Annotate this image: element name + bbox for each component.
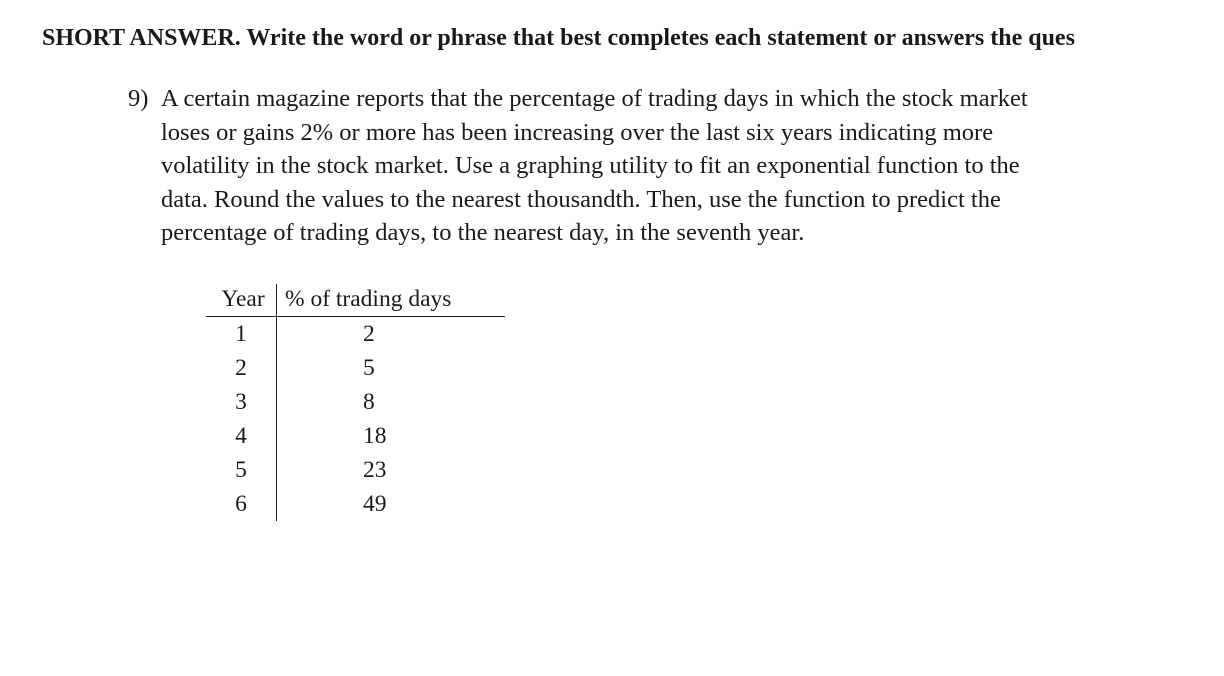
table-row bbox=[206, 419, 505, 453]
cell-percent: 8 bbox=[363, 389, 375, 415]
question-number: 9) bbox=[128, 85, 149, 112]
header-percent: % of trading days bbox=[277, 284, 506, 317]
data-table bbox=[206, 284, 505, 521]
section-instruction: Write the word or phrase that best completes each statement or answers the ques bbox=[246, 25, 1075, 51]
table-header-row bbox=[206, 284, 505, 317]
section-heading bbox=[42, 22, 1224, 54]
table-row bbox=[206, 385, 505, 419]
cell-year: 2 bbox=[206, 351, 277, 385]
question-text-line: A certain magazine reports that the percentage of trading days in which the stock market bbox=[161, 85, 1028, 112]
cell-percent: 18 bbox=[363, 423, 387, 449]
cell-percent: 5 bbox=[363, 355, 375, 381]
cell-year: 3 bbox=[206, 385, 277, 419]
cell-year: 6 bbox=[206, 487, 277, 521]
question-text-line: volatility in the stock market. Use a graphing utility to fit an exponential function to the bbox=[161, 152, 1020, 179]
cell-year: 4 bbox=[206, 419, 277, 453]
cell-percent: 23 bbox=[363, 457, 387, 483]
table-row bbox=[206, 487, 505, 521]
header-year: Year bbox=[206, 284, 277, 317]
table-row bbox=[206, 453, 505, 487]
table-row bbox=[206, 317, 505, 352]
table-row bbox=[206, 351, 505, 385]
section-label: SHORT ANSWER. bbox=[42, 25, 241, 51]
question-text-line: loses or gains 2% or more has been increasing over the last six years indicating more bbox=[161, 118, 994, 146]
cell-year: 5 bbox=[206, 453, 277, 487]
question-text-line: data. Round the values to the nearest thousandth. Then, use the function to predict the bbox=[161, 185, 1001, 213]
cell-year: 1 bbox=[206, 317, 277, 352]
cell-percent: 49 bbox=[363, 491, 387, 517]
cell-percent: 2 bbox=[363, 321, 375, 347]
question-text-line: percentage of trading days, to the nearest day, in the seventh year. bbox=[161, 219, 805, 246]
question-9 bbox=[128, 82, 1198, 250]
